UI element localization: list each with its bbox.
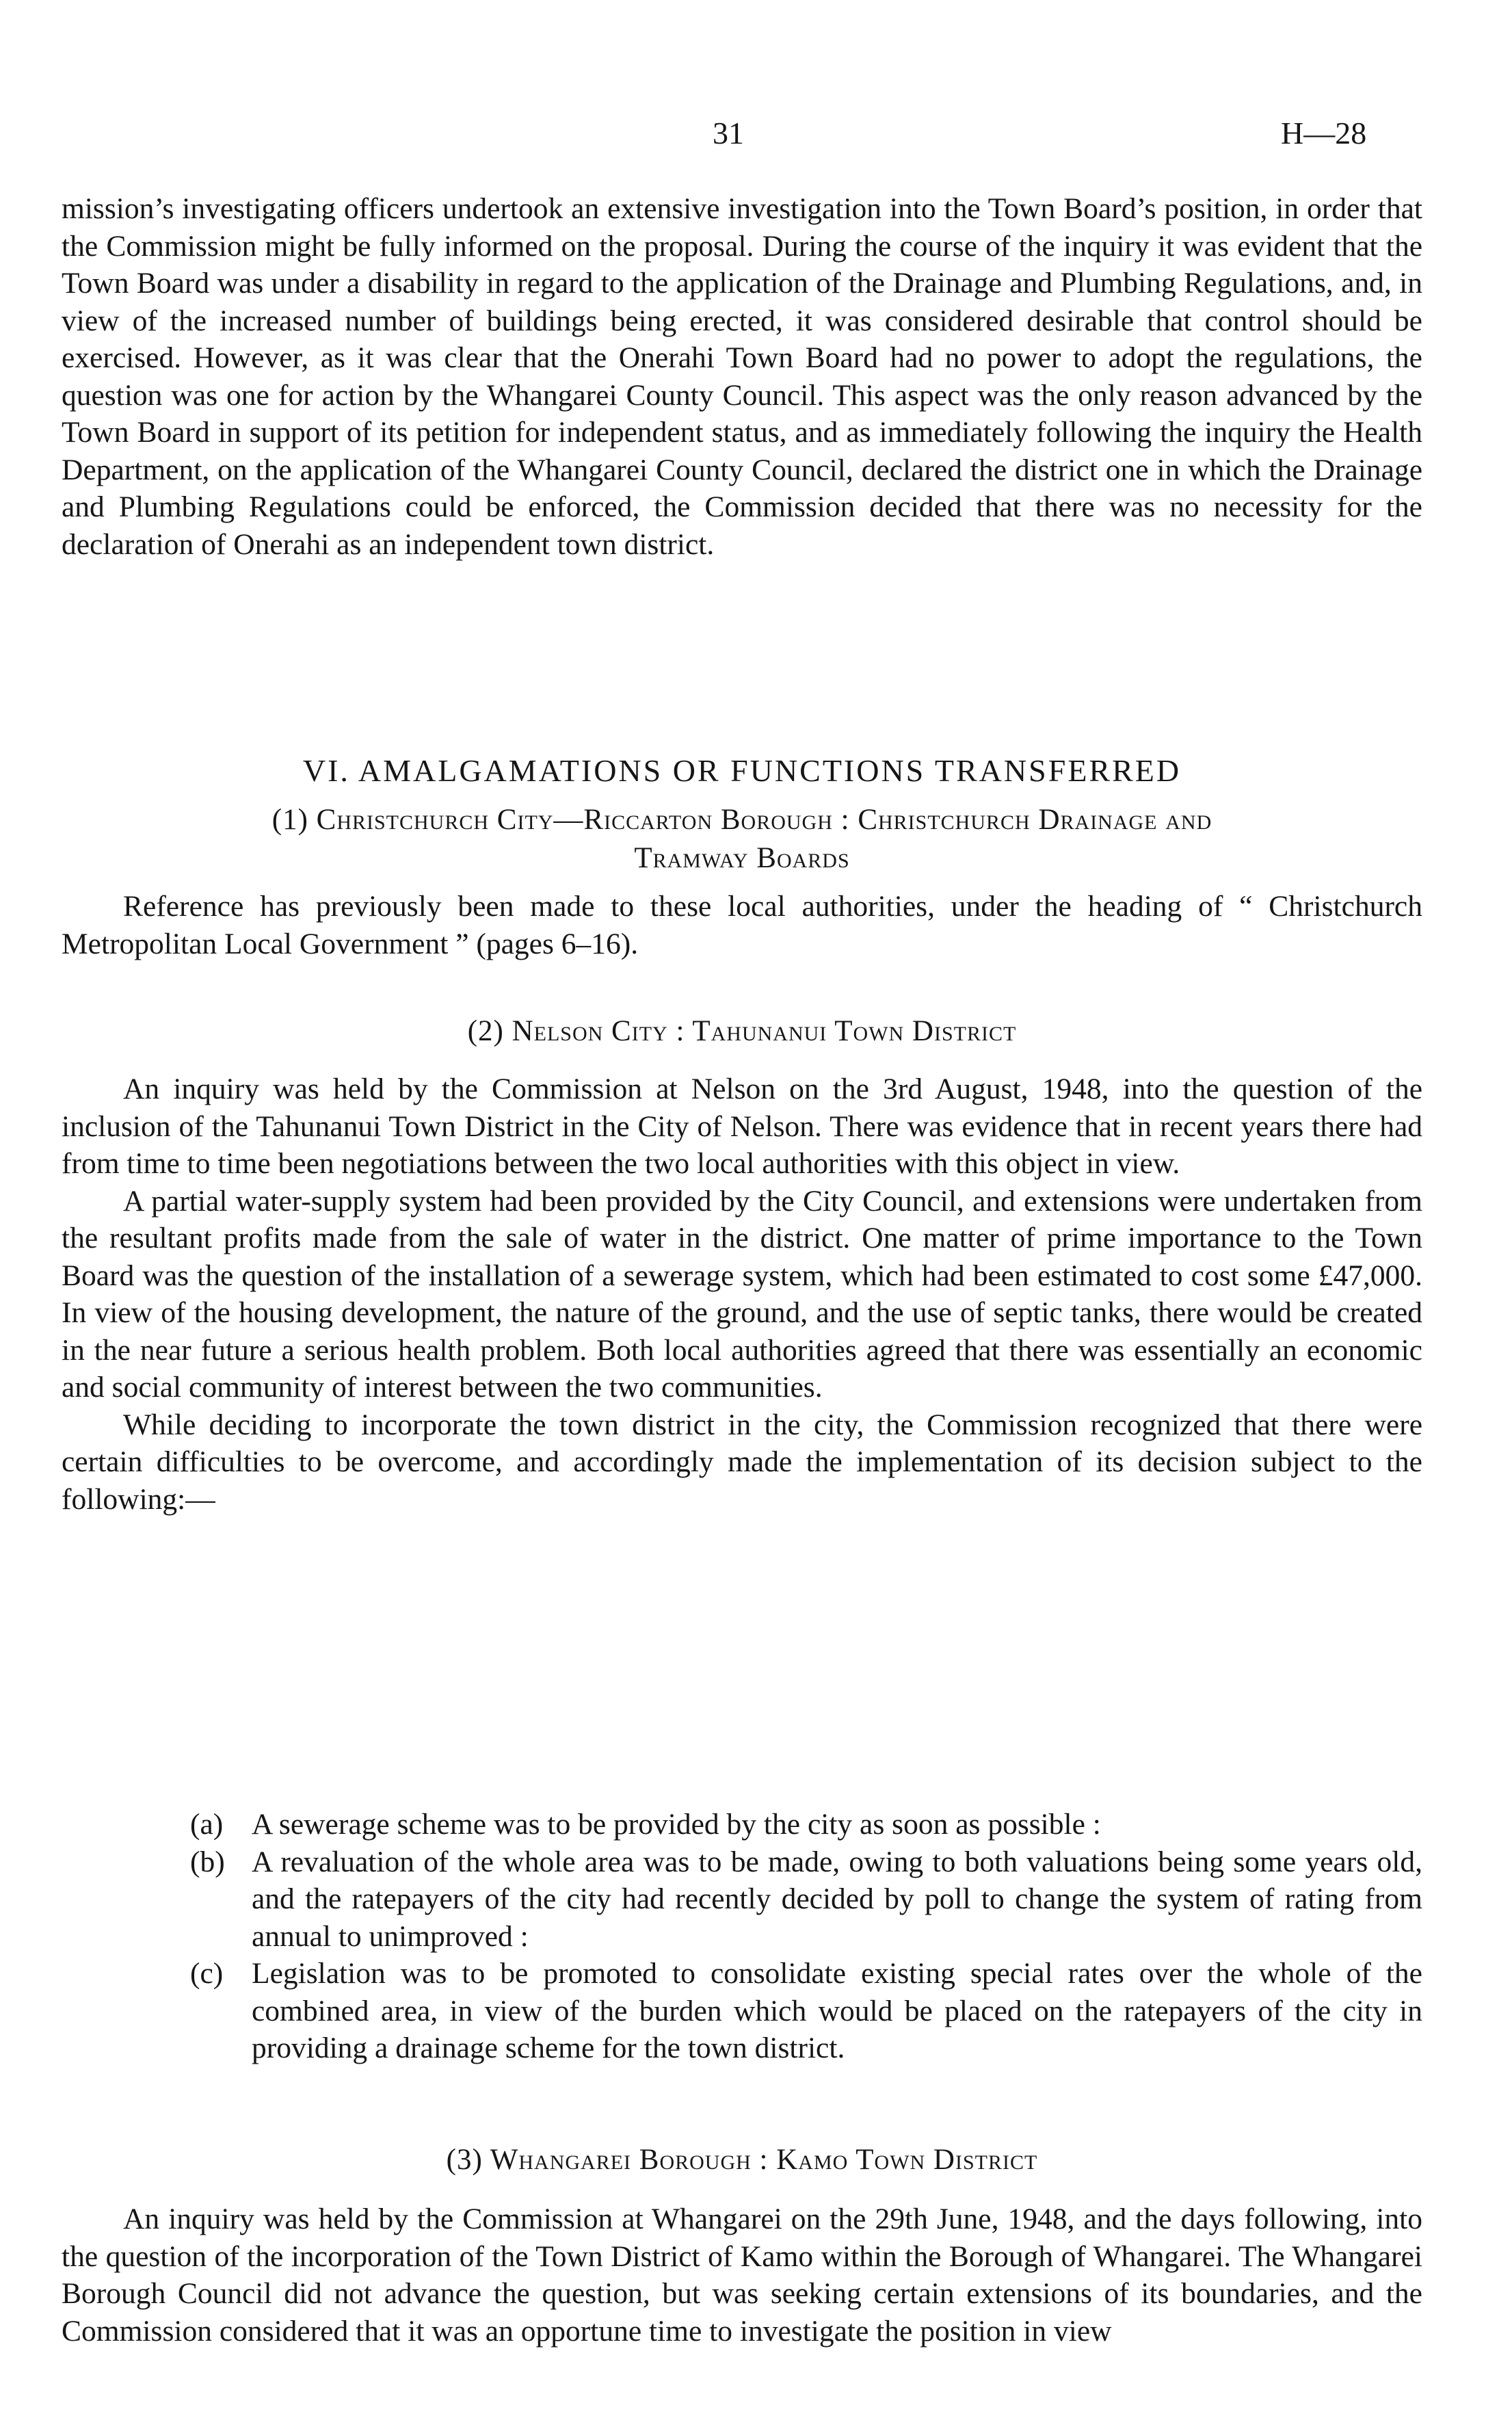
subsection-2-paragraph-2: A partial water-supply system had been provided by the City Council, and extensions were undertaken from the resultant profits made from the sale of water in the district. One matter of prime importance to the Town Board was the question of the installation of a sewerage system, which had been estimated to cost some £47,000. In view of the housing development, the nature of the ground, and the use of septic tanks, there would be created in the near future a serious health problem. Both local authorities agreed that there was essentially an economic and social community of interest between the two communities. [62, 1184, 1422, 1404]
condition-b-marker: (b) [190, 1845, 225, 1878]
subsection-2-heading: (2) Nelson City : Tahunanui Town District [467, 1015, 1017, 1047]
condition-a-text: A sewerage scheme was to be provided by the city as soon as possible : [252, 1808, 1101, 1841]
subsection-2-paragraph-1: An inquiry was held by the Commission at Nelson on the 3rd August, 1948, into the question of the inclusion of the Tahunanui Town District in the City of Nelson. There was evidence that in recent years there had from time to time been negotiations between the two local authorities with this object in view. [62, 1073, 1422, 1180]
subsection-1-heading-line1: (1) Christchurch City—Riccarton Borough : Christchurch Drainage and [271, 804, 1212, 836]
subsection-1-text [62, 888, 1422, 962]
section-heading: VI. AMALGAMATIONS OR FUNCTIONS TRANSFERRED [302, 753, 1182, 788]
subsection-1-paragraph: Reference has previously been made to these local authorities, under the heading of “ Christchurch Metropolitan Local Government ” (pages 6–16). [62, 890, 1422, 960]
intro-paragraph: mission’s investigating officers undertook an extensive investigation into the Town Board’s position, in order that the Commission might be fully informed on the proposal. During the course of the inquiry it was evident that the Town Board was under a disability in regard to the application of the Drainage and Plumbing Regulations, and, in view of the increased number of buildings being erected, it was considered desirable that control should be exercised. However, as it was clear that the Onerahi Town Board had no power to adopt the regulations, the question was one for action by the Whangarei County Council. This aspect was the only reason advanced by the Town Board in support of its petition for independent status, and as immediately following the inquiry the Health Department, on the application of the Whangarei County Council, declared the district one in which the Drainage and Plumbing Regulations could be enforced, the Commission decided that there was no necessity for the declaration of Onerahi as an independent town district. [62, 192, 1422, 561]
conditions-list [62, 1806, 1422, 2067]
page-header [0, 115, 1512, 156]
subsection-3-paragraph: An inquiry was held by the Commission at Whangarei on the 29th June, 1948, and the days following, into the question of the incorporation of the Town District of Kamo within the Borough of Whangarei. The Whangarei Borough Council did not advance the question, but was seeking certain extensions of its boundaries, and the Commission considered that it was an opportune time to investigate the position in view [62, 2203, 1422, 2348]
condition-b-text: A revaluation of the whole area was to be made, owing to both valuations being some years old, and the ratepayers of the city had recently decided by poll to change the system of rating from annual to unimproved : [252, 1845, 1422, 1953]
condition-b [62, 1843, 1422, 1956]
condition-c-text: Legislation was to be promoted to consolidate existing special rates over the whole of the combined area, in view of the burden which would be placed on the ratepayers of the city in providing a drainage scheme for the town district. [252, 1957, 1422, 2064]
subsection-2-paragraph-3: While deciding to incorporate the town district in the city, the Commission recognized that there were certain difficulties to be overcome, and accordingly made the implementation of its decision subject to the following:— [62, 1408, 1422, 1516]
subsection-3-text [62, 2200, 1422, 2350]
subsection-1-heading [62, 801, 1422, 878]
condition-a-marker: (a) [190, 1808, 224, 1841]
page-number: 31 [713, 116, 744, 150]
document-reference: H—28 [1281, 116, 1367, 150]
condition-c-marker: (c) [190, 1957, 224, 1990]
subsection-1-heading-line2: Tramway Boards [634, 842, 850, 874]
subsection-2-text [62, 1070, 1422, 1518]
condition-c [62, 1955, 1422, 2067]
subsection-3-heading: (3) Whangarei Borough : Kamo Town District [446, 2144, 1038, 2176]
intro-text-block [62, 190, 1422, 563]
condition-a [62, 1806, 1422, 1843]
